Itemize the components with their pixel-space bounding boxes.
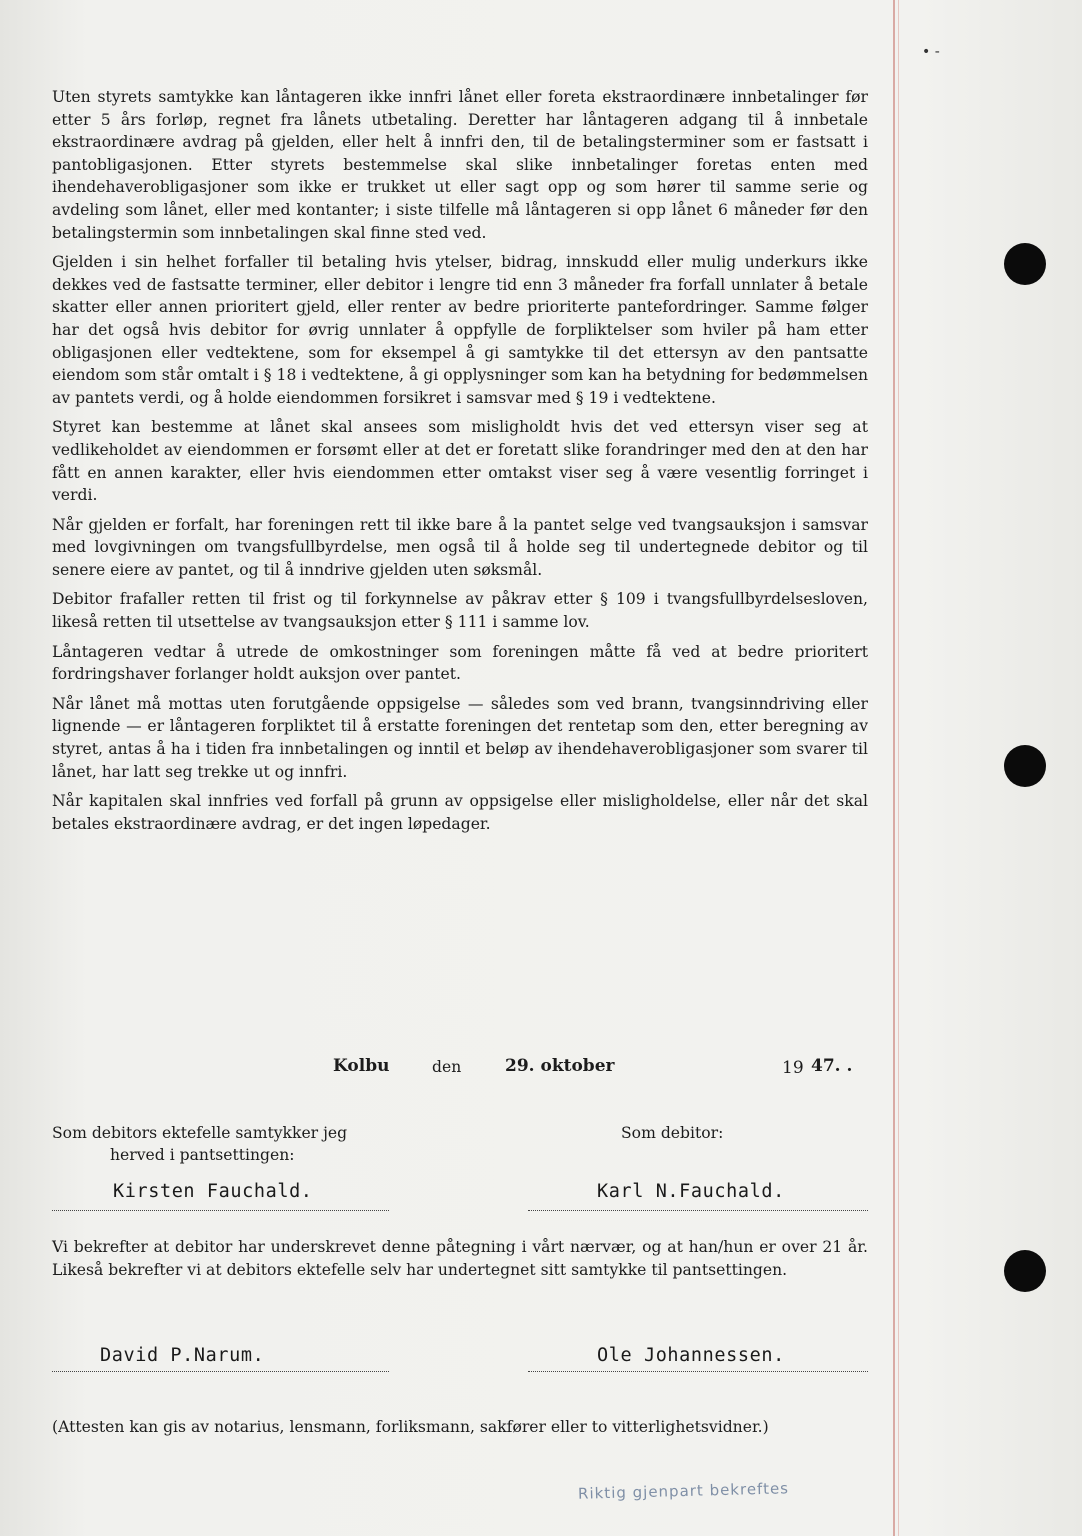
- paragraph-foreclosure: Når gjelden er forfalt, har foreningen rett til ikke bare å la pantet selge ved tvangsauksjon i samsvar med lovgivningen om tvangsfullbyrdelse, men også til å holde seg til undertegnede debitor og til senere eiere av pantet, og til å inndrive gjelden uten søksmål.: [52, 515, 868, 579]
- date-day-month: 29. oktober: [505, 1056, 615, 1076]
- witness1-name: David P.Narum.: [100, 1345, 265, 1366]
- year-prefix: 19: [782, 1058, 804, 1078]
- signature-line: [52, 1371, 389, 1372]
- paragraph-grace-days: Når kapitalen skal innfries ved forfall på grunn av oppsigelse eller misligholdelse, eller når det skal betales ekstraordinære avdrag, er det ingen løpedager.: [52, 792, 868, 833]
- paragraph-waiver: Debitor frafaller retten til frist og til forkynnelse av påkrav etter § 109 i tvangsfullbyrdelsesloven, likeså retten til utsettelse av tvangsauksjon etter § 111 i samme lov.: [52, 590, 868, 632]
- top-mark: • -: [922, 44, 940, 60]
- attestation-note: (Attesten kan gis av notarius, lensmann, forliksmann, sakfører eller to vitterlighetsvidner.): [52, 1418, 769, 1436]
- paragraph-default: Gjelden i sin helhet forfaller til betaling hvis ytelser, bidrag, innskudd eller mulig underkurs ikke dekkes ved de fastsatte terminer, eller debitor i lengre tid enn 3 måneder fra forfall unnlater å betale skatter eller annen prioritert gjeld, eller renter av bedre prioriterte pantefordringer. Samme følger har det også hvis debitor for øvrig unnlater å oppfylle de forpliktelser som hviler på ham etter obligasjonen eller vedtektene, som for eksempel å gi samtykke til det ettersyn av den pantsatte eiendom som står omtalt i § 18 i vedtektene, å gi opplysninger som kan ha betydning for bedømmelsen av pantets verdi, og å holde eiendommen forsikret i samsvar med § 19 i vedtektene.: [52, 253, 868, 407]
- signature-line: [528, 1210, 868, 1211]
- paragraph-early-repayment: Uten styrets samtykke kan låntageren ikke innfri lånet eller foreta ekstraordinære innbetalinger før etter 5 års forløp, regnet fra lånets utbetaling. Deretter har låntageren adgang til å innbetale ekstraordinære avdrag på gjelden, eller helt å innfri den, til de betalingsterminer som er fastsatt i pantobligasjonen. Etter styrets bestemmelse skal slike innbetalinger foretas enten med ihendehaverobligasjoner som ikke er trukket ut eller sagt opp og som hører til samme serie og avdeling som lånet, eller med kontanter; i siste tilfelle må låntageren si opp lånet 6 måneder før den betalingstermin som innbetalingen skal finne sted ved.: [52, 88, 868, 242]
- signature-line: [52, 1210, 389, 1211]
- spouse-consent-label-line2: herved i pantsettingen:: [110, 1146, 295, 1164]
- witness-statement: Vi bekrefter at debitor har underskrevet denne påtegning i vårt nærvær, og at han/hun er over 21 år. Likeså bekrefter vi at debitors ektefelle selv har undertegnet sitt samtykke til pantsettingen.: [52, 1238, 868, 1279]
- paragraph-costs: Låntageren vedtar å utrede de omkostninger som foreningen måtte få ved at bedre prioritert fordringshaver forlanger holdt auksjon over pantet.: [52, 642, 868, 684]
- witness2-name: Ole Johannessen.: [597, 1345, 785, 1366]
- year-suffix: 47. .: [811, 1056, 853, 1076]
- copy-stamp: Riktig gjenpart bekreftes: [577, 1479, 790, 1503]
- paragraph-interest-loss: Når lånet må mottas uten forutgående oppsigelse — således som ved brann, tvangsinndriving eller lignende — er låntageren forpliktet til å erstatte foreningen det rentetap som den, etter beregning av styret, antas å ha i tiden fra innbetalingen og inntil et beløp av ihendehaverobligasjoner som svarer til lånet, har latt seg trekke ut og innfri.: [52, 694, 868, 781]
- punch-hole-icon: [1004, 243, 1046, 285]
- terms-text: [52, 86, 868, 842]
- punch-hole-icon: [1004, 1250, 1046, 1292]
- spouse-signature-name: Kirsten Fauchald.: [113, 1181, 313, 1202]
- margin-rule-secondary: [898, 0, 899, 1536]
- debtor-label: Som debitor:: [621, 1124, 724, 1142]
- signature-line: [528, 1371, 868, 1372]
- den-label: den: [432, 1058, 462, 1076]
- place-name: Kolbu: [333, 1056, 390, 1076]
- margin-rule: [893, 0, 895, 1536]
- spouse-consent-label: Som debitors ektefelle samtykker jeg: [52, 1124, 348, 1142]
- punch-hole-icon: [1004, 745, 1046, 787]
- paragraph-maintenance: Styret kan bestemme at lånet skal ansees som misligholdt hvis det ved ettersyn viser seg at vedlikeholdet av eiendommen er forsømt eller at det er foretatt slike forandringer med den at den har fått en annen karakter, eller hvis eiendommen etter omtakst viser seg å være vesentlig forringet i verdi.: [52, 418, 868, 505]
- debtor-signature-name: Karl N.Fauchald.: [597, 1181, 785, 1202]
